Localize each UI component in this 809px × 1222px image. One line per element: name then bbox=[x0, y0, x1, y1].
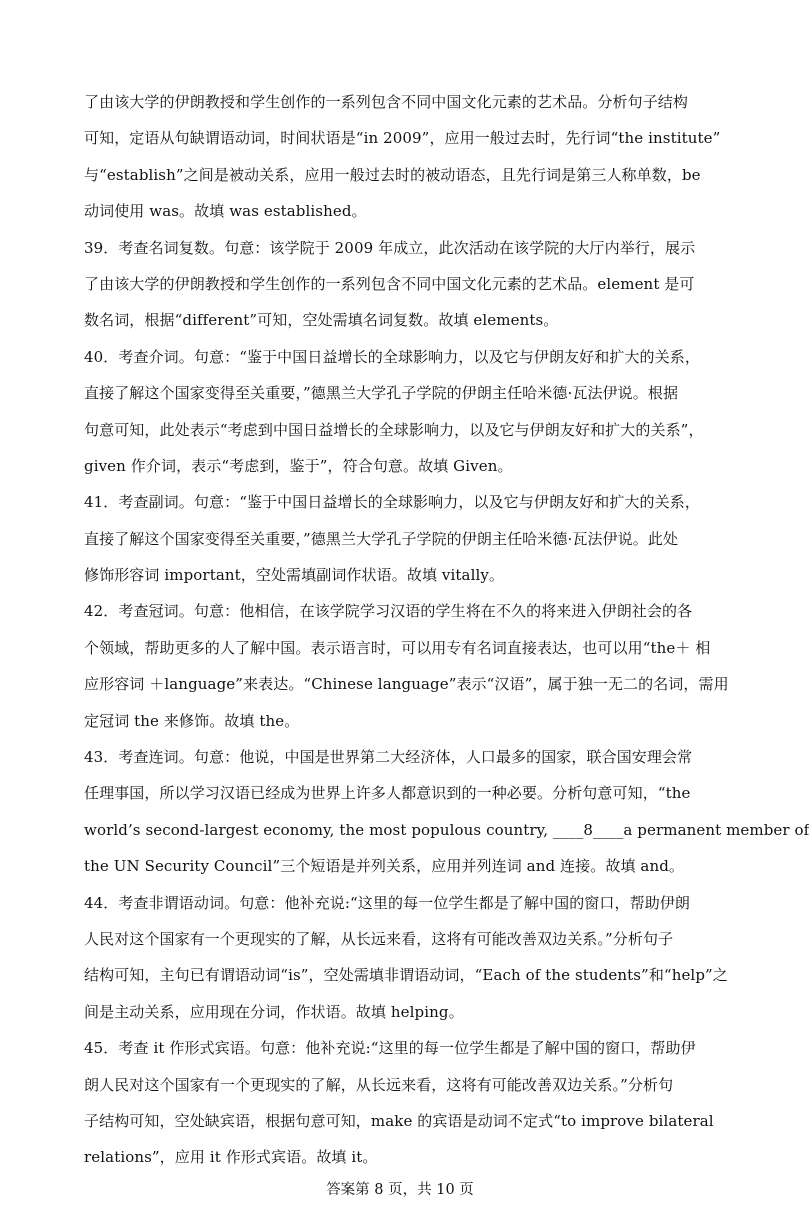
page-footer: 答案第 8 页，共 10 页 bbox=[326, 1182, 474, 1198]
text-line: 任理事国，所以学习汉语已经成为世界上许多人都意识到的一种必要。分析句意可知，“the bbox=[84, 784, 691, 803]
text-line: 直接了解这个国家变得至关重要，”德黑兰大学孔子学院的伊朗主任哈米德·瓦法伊说。根据 bbox=[84, 384, 679, 403]
text-line: 结构可知，主句已有谓语动词“is”，空处需填非谓语动词，“Each of the students”和“help”之 bbox=[84, 966, 728, 985]
text-line: 间是主动关系，应用现在分词，作状语。故填 helping。 bbox=[84, 1002, 464, 1021]
text-line: given 作介词，表示“考虑到，鉴于”，符合句意。故填 Given。 bbox=[84, 456, 513, 475]
text-line: 修饰形容词 important，空处需填副词作状语。故填 vitally。 bbox=[84, 566, 505, 585]
text-line: 了由该大学的伊朗教授和学生创作的一系列包含不同中国文化元素的艺术品。element 是可 bbox=[84, 274, 695, 293]
text-line: 应形容词 ＋language”来表达。“Chinese language”表示“汉语”，属于独一无二的名词，需用 bbox=[84, 675, 729, 694]
text-line: 句意可知，此处表示“考虑到中国日益增长的全球影响力，以及它与伊朗友好和扩大的关系”， bbox=[84, 420, 704, 439]
text-line: 朗人民对这个国家有一个更现实的了解，从长远来看，这将有可能改善双边关系。”分析句 bbox=[84, 1075, 674, 1094]
answer-explanations bbox=[84, 84, 809, 1176]
item-45-line: 45．考查 it 作形式宾语。句意：他补充说:“这里的每一位学生都是了解中国的窗口，帮助伊 bbox=[84, 1039, 696, 1058]
text-line: 直接了解这个国家变得至关重要，”德黑兰大学孔子学院的伊朗主任哈米德·瓦法伊说。此处 bbox=[84, 529, 679, 548]
item-41-line: 41．考查副词。句意：“鉴于中国日益增长的全球影响力，以及它与伊朗友好和扩大的关系， bbox=[84, 493, 700, 512]
item-40-line: 40．考查介词。句意：“鉴于中国日益增长的全球影响力，以及它与伊朗友好和扩大的关系， bbox=[84, 347, 700, 366]
text-line: 定冠词 the 来修饰。故填 the。 bbox=[84, 711, 300, 730]
text-line: 个领域，帮助更多的人了解中国。表示语言时，可以用专有名词直接表达，也可以用“the＋ 相 bbox=[84, 638, 711, 657]
text-line: 可知，定语从句缺谓语动词，时间状语是“in 2009”，应用一般过去时，先行词“the institute” bbox=[84, 129, 721, 148]
text-line: world’s second-largest economy, the most populous country, ____8____a permanent member of bbox=[84, 820, 809, 839]
text-line: 动词使用 was。故填 was established。 bbox=[84, 202, 367, 221]
item-39-line: 39．考查名词复数。句意：该学院于 2009 年成立，此次活动在该学院的大厅内举行，展示 bbox=[84, 238, 696, 257]
text-line: 人民对这个国家有一个更现实的了解，从长远来看，这将有可能改善双边关系。”分析句子 bbox=[84, 929, 674, 948]
item-44-line: 44．考查非谓语动词。句意：他补充说:“这里的每一位学生都是了解中国的窗口，帮助伊朗 bbox=[84, 893, 691, 912]
text-line: 与“establish”之间是被动关系，应用一般过去时的被动语态，且先行词是第三人称单数，be bbox=[84, 165, 701, 184]
text-line: 子结构可知，空处缺宾语，根据句意可知，make 的宾语是动词不定式“to improve bilateral bbox=[84, 1111, 714, 1130]
text-line: the UN Security Council”三个短语是并列关系，应用并列连词 and 连接。故填 and。 bbox=[84, 857, 685, 876]
item-43-line: 43．考查连词。句意：他说，中国是世界第二大经济体，人口最多的国家，联合国安理会常 bbox=[84, 748, 693, 767]
text-line: 了由该大学的伊朗教授和学生创作的一系列包含不同中国文化元素的艺术品。分析句子结构 bbox=[84, 93, 689, 111]
text-line: relations”，应用 it 作形式宾语。故填 it。 bbox=[84, 1148, 378, 1167]
text-line: 数名词，根据“different”可知，空处需填名词复数。故填 elements。 bbox=[84, 311, 559, 330]
item-42-line: 42．考查冠词。句意：他相信，在该学院学习汉语的学生将在不久的将来进入伊朗社会的各 bbox=[84, 602, 693, 621]
